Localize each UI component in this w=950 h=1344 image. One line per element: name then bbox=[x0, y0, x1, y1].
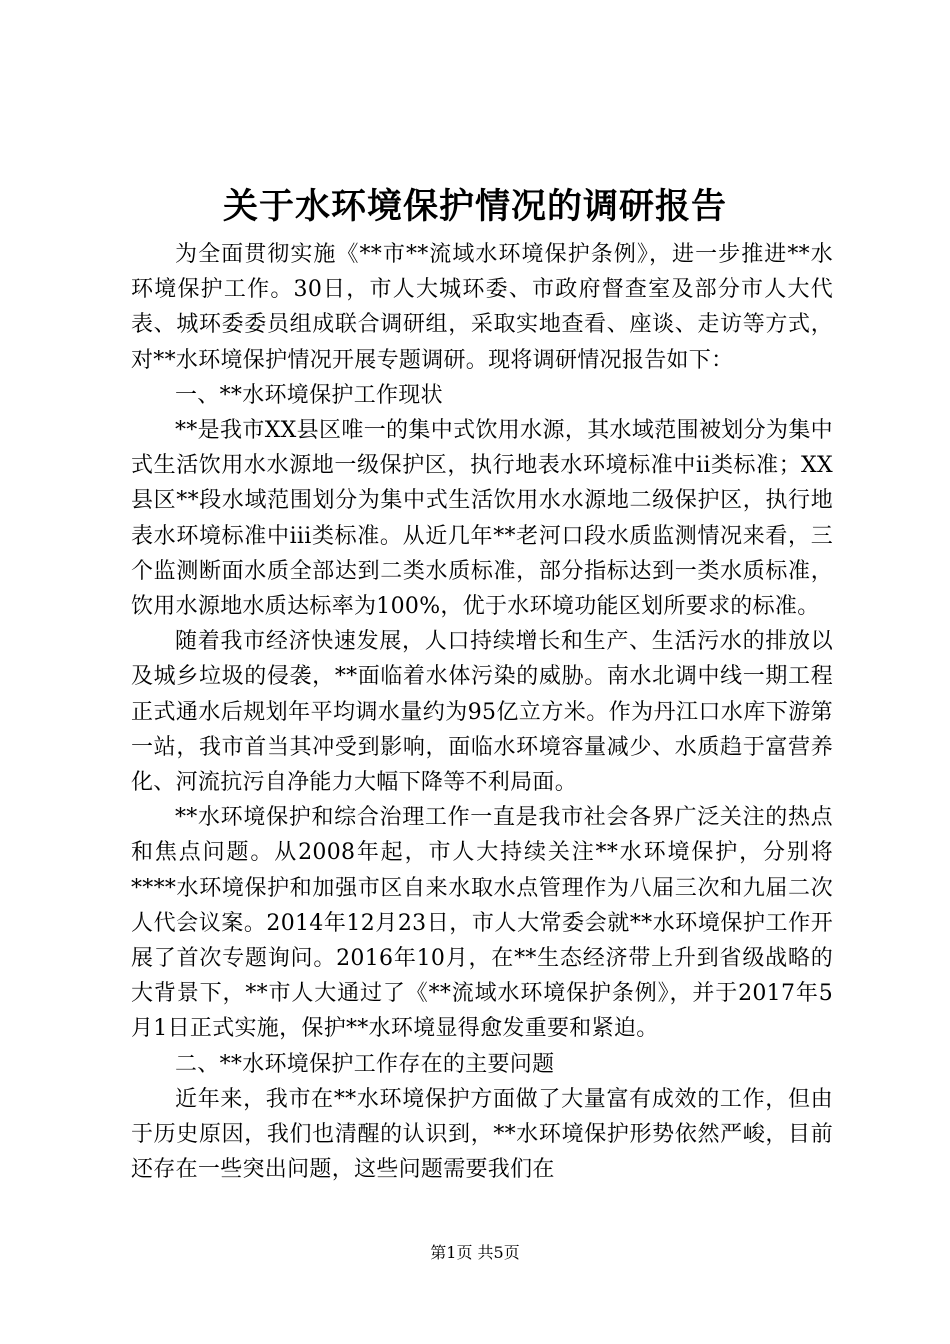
section-heading-2: 二、**水环境保护工作存在的主要问题 bbox=[175, 1051, 555, 1077]
document-body bbox=[131, 237, 833, 1187]
page-number-footer: 第1页 共5页 bbox=[430, 1243, 520, 1262]
intro-paragraph: 为全面贯彻实施《**市**流域水环境保护条例》，进一步推进**水环境保护工作。30日，市人大城环委、市政府督查室及部分市人大代表、城环委委员组成联合调研组，采取实地查看、座谈、走访等方式，对**水环境保护情况开展专题调研。现将调研情况报告如下： bbox=[131, 242, 833, 373]
body-paragraph: 随着我市经济快速发展，人口持续增长和生产、生活污水的排放以及城乡垃圾的侵袭，**面临着水体污染的威胁。南水北调中线一期工程正式通水后规划年平均调水量约为95亿立方米。作为丹江口水库下游第一站，我市首当其冲受到影响，面临水环境容量减少、水质趋于富营养化、河流抗污自净能力大幅下降等不利局面。 bbox=[131, 629, 833, 796]
document-title: 关于水环境保护情况的调研报告 bbox=[222, 186, 727, 227]
body-paragraph: 近年来，我市在**水环境保护方面做了大量富有成效的工作，但由于历史原因，我们也清醒的认识到，**水环境保护形势依然严峻，目前还存在一些突出问题，这些问题需要我们在 bbox=[131, 1086, 833, 1183]
body-paragraph: **是我市XX县区唯一的集中式饮用水源，其水域范围被划分为集中式生活饮用水水源地一级保护区，执行地表水环境标准中ii类标准；XX县区**段水域范围划分为集中式生活饮用水水源地二级保护区，执行地表水环境标准中iii类标准。从近几年**老河口段水质监测情况来看，三个监测断面水质全部达到二类水质标准，部分指标达到一类水质标准，饮用水源地水质达标率为100%，优于水环境功能区划所要求的标准。 bbox=[131, 418, 833, 620]
body-paragraph: **水环境保护和综合治理工作一直是我市社会各界广泛关注的热点和焦点问题。从2008年起，市人大持续关注**水环境保护，分别将****水环境保护和加强市区自来水取水点管理作为八届三次和九届二次人代会议案。2014年12月23日，市人大常委会就**水环境保护工作开展了首次专题询问。2016年10月，在**生态经济带上升到省级战略的大背景下，**市人大通过了《**流域水环境保护条例》，并于2017年5月1日正式实施，保护**水环境显得愈发重要和紧迫。 bbox=[131, 805, 833, 1042]
section-heading-1: 一、**水环境保护工作现状 bbox=[175, 382, 443, 408]
